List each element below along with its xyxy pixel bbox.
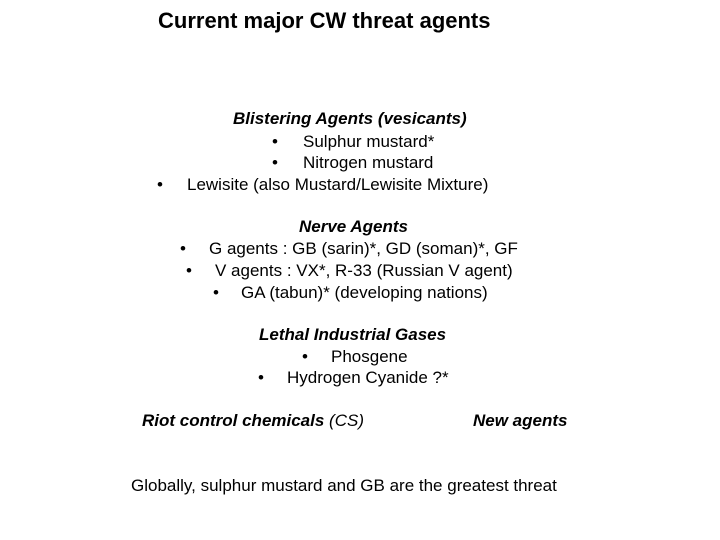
list-item: Phosgene	[331, 347, 408, 366]
blistering-heading: Blistering Agents (vesicants)	[233, 109, 467, 128]
new-agents-label: New agents	[473, 411, 568, 430]
bullet-icon: •	[272, 153, 278, 172]
list-item: V agents : VX*, R-33 (Russian V agent)	[215, 261, 513, 280]
bullet-icon: •	[272, 132, 278, 151]
riot-control-label	[142, 412, 364, 429]
bullet-icon: •	[258, 368, 264, 387]
riot-control-bold: Riot control chemicals	[142, 411, 325, 430]
list-item: Sulphur mustard*	[303, 132, 435, 151]
lethal-heading: Lethal Industrial Gases	[259, 325, 447, 344]
bullet-icon: •	[186, 261, 192, 280]
list-item: GA (tabun)* (developing nations)	[241, 283, 488, 302]
footer-text: Globally, sulphur mustard and GB are the greatest threat	[131, 476, 557, 495]
riot-control-plain: (CS)	[324, 411, 364, 430]
list-item: Hydrogen Cyanide ?*	[287, 368, 449, 387]
list-item: G agents : GB (sarin)*, GD (soman)*, GF	[209, 239, 518, 258]
list-item: Nitrogen mustard	[303, 153, 434, 172]
bullet-icon: •	[213, 283, 219, 302]
bullet-icon: •	[157, 175, 163, 194]
nerve-heading: Nerve Agents	[299, 217, 408, 236]
list-item: Lewisite (also Mustard/Lewisite Mixture)	[187, 175, 489, 194]
page-title: Current major CW threat agents	[158, 8, 491, 33]
bullet-icon: •	[180, 239, 186, 258]
bullet-icon: •	[302, 347, 308, 366]
